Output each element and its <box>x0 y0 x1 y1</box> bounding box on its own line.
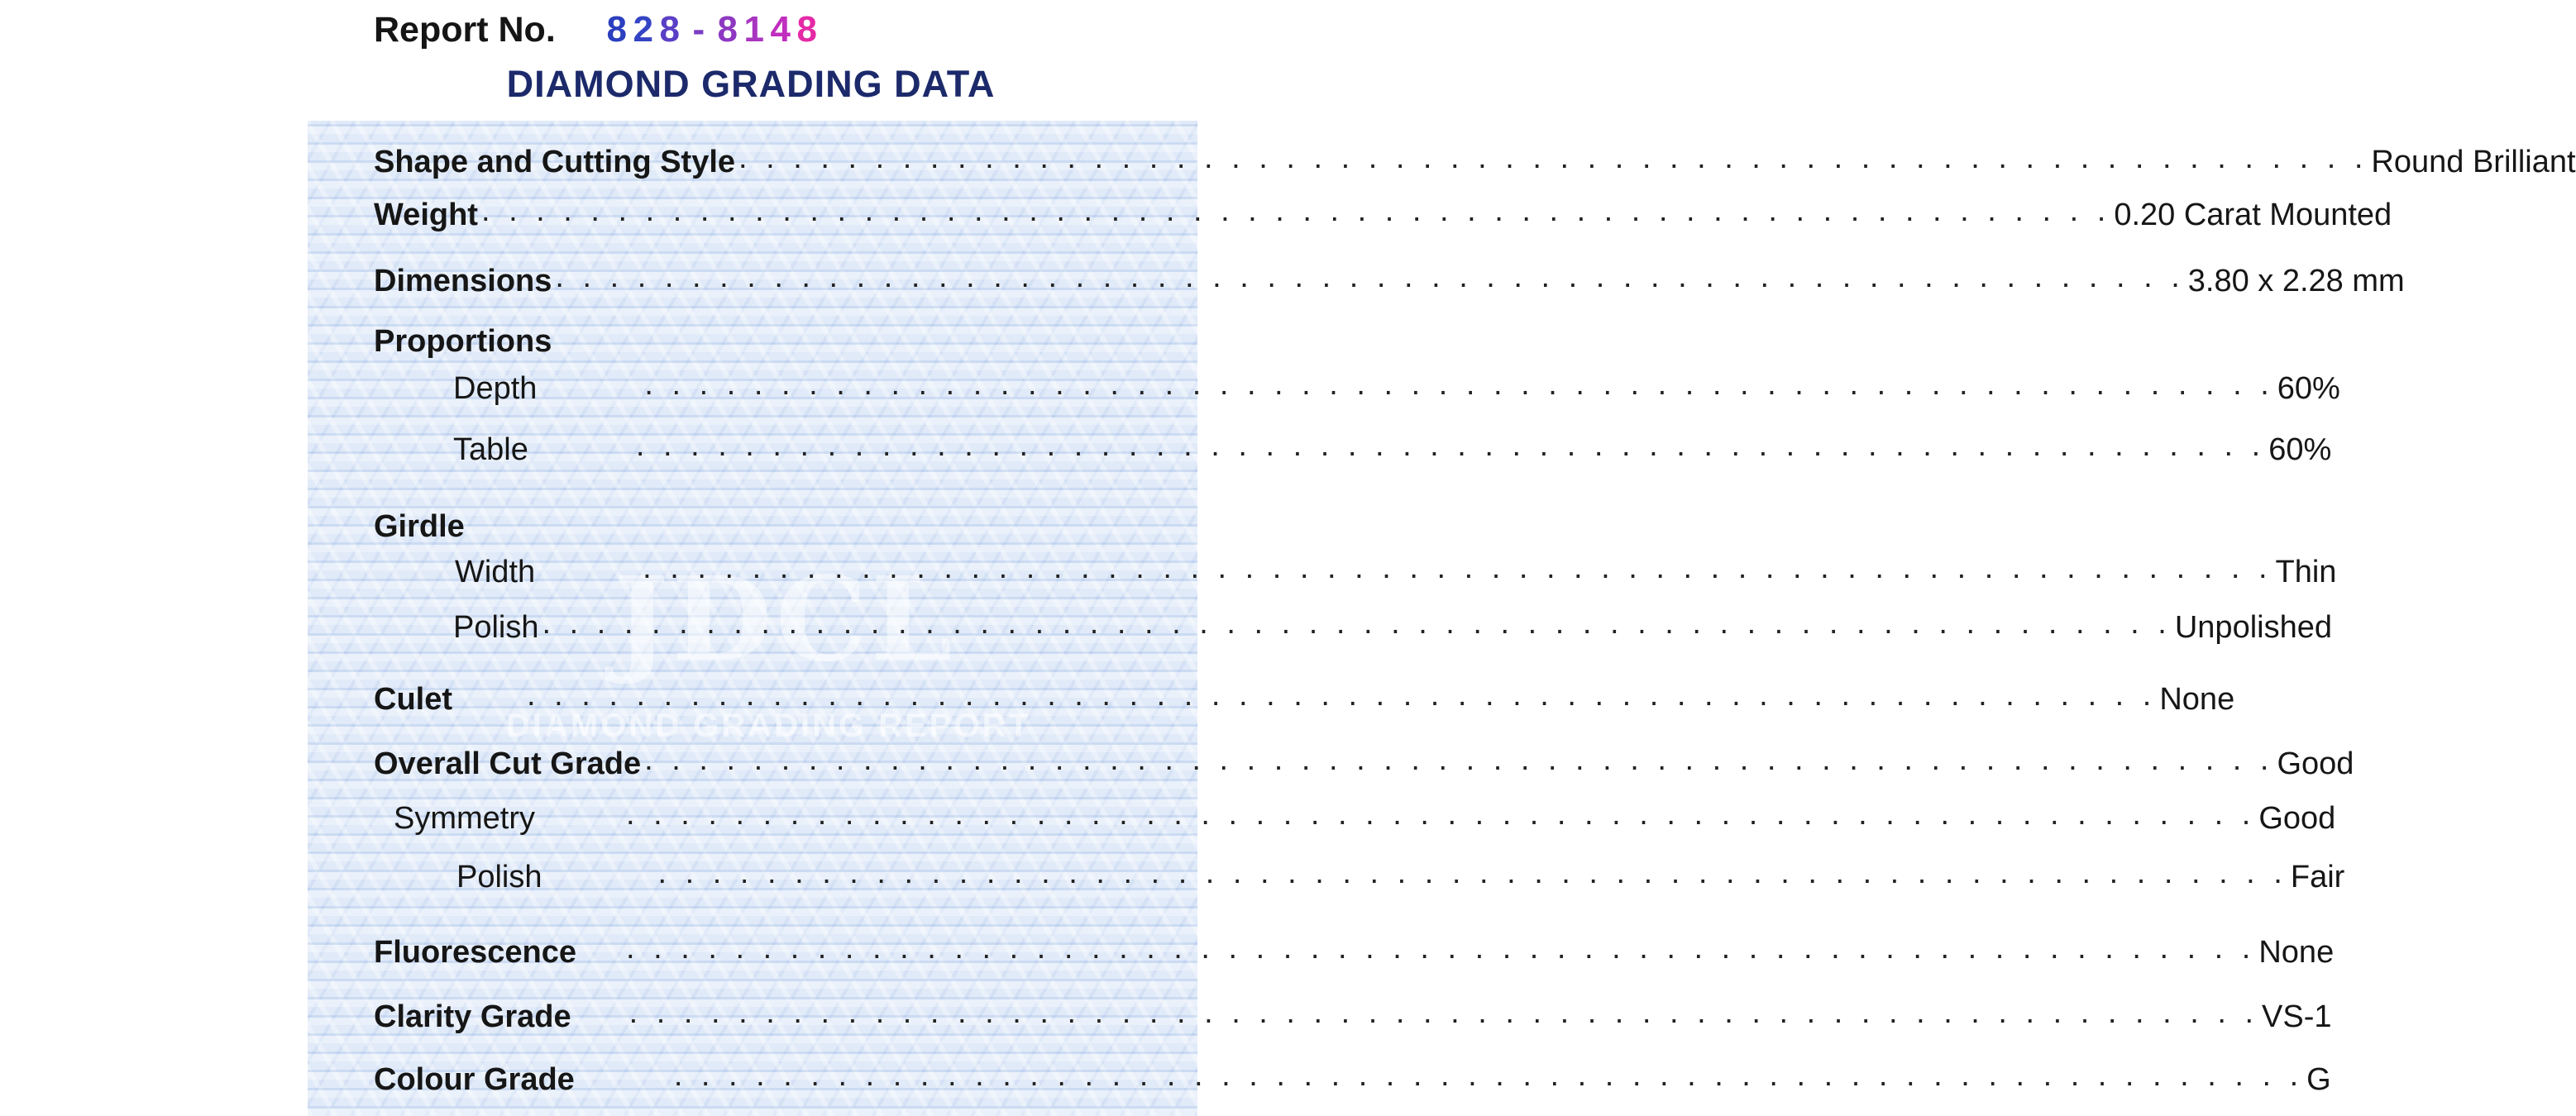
report-number-value <box>604 9 820 50</box>
report-digit-separator: - <box>692 9 705 50</box>
leader-dots: . . . . . . . . . . . . . . . . . . . . . . . . . . . . . . . . . . . . . . . . . . . . . . . . . . . . . . . . . . . . <box>480 193 2111 228</box>
row-value: Unpolished <box>2174 610 2332 645</box>
row-value: VS-1 <box>2262 999 2332 1034</box>
row-value: Good <box>2277 746 2354 781</box>
row-fluorescence <box>374 929 2335 971</box>
leader-dots: . . . . . . . . . . . . . . . . . . . . . . . . . . . . . . . . . . . . . . . . . . . . . . . . . . . . . . . . . . . . <box>527 678 2157 713</box>
row-colour-grade <box>374 1056 2331 1098</box>
row-overall-cut-grade <box>374 741 2354 782</box>
row-label: Overall Cut Grade <box>374 746 642 781</box>
leader-dots: . . . . . . . . . . . . . . . . . . . . . . . . . . . . . . . . . . . . . . . . . . . . . . . . . . . . . . . . . . . . <box>657 856 2287 890</box>
report-digit: 8 <box>659 9 681 50</box>
row-value: Thin <box>2275 555 2337 589</box>
leader-dots: . . . . . . . . . . . . . . . . . . . . . . . . . . . . . . . . . . . . . . . . . . . . . . . . . . . . . . . . . . . . <box>643 551 2273 585</box>
leader-dots: . . . . . . . . . . . . . . . . . . . . . . . . . . . . . . . . . . . . . . . . . . . . . . . . . . . . . . . . . . . . <box>626 931 2256 966</box>
leader-dots: . . . . . . . . . . . . . . . . . . . . . . . . . . . . . . . . . . . . . . . . . . . . . . . . . . . . . . . . . . . . <box>673 1058 2304 1093</box>
row-label: Symmetry <box>394 801 535 836</box>
row-label: Polish <box>456 860 542 894</box>
row-symmetry <box>394 795 2336 837</box>
section-title: DIAMOND GRADING DATA <box>506 63 996 105</box>
row-label: Polish <box>453 610 539 645</box>
row-label: Width <box>455 555 536 589</box>
row-label: Colour Grade <box>374 1062 575 1097</box>
row-label: Table <box>453 432 528 467</box>
row-label: Dimensions <box>374 264 552 298</box>
row-label: Fluorescence <box>374 935 576 970</box>
report-number-line <box>374 5 820 55</box>
watermark-logo: JDCL <box>614 552 956 688</box>
report-digit: 4 <box>770 9 791 50</box>
leader-dots: . . . . . . . . . . . . . . . . . . . . . . . . . . . . . . . . . . . . . . . . . . . . . . . . . . . . . . . . . . . . <box>635 428 2266 463</box>
row-table <box>453 427 2332 468</box>
watermark-subtitle: DIAMOND GRADING REPORT <box>506 708 1031 744</box>
row-value: None <box>2258 935 2335 970</box>
proportions-heading: Proportions <box>374 324 552 359</box>
report-digit: 8 <box>606 9 628 50</box>
report-digit: 8 <box>717 9 738 50</box>
row-weight <box>374 192 2392 233</box>
row-culet <box>374 676 2235 718</box>
report-number-label: Report No. <box>374 9 556 50</box>
leader-dots: . . . . . . . . . . . . . . . . . . . . . . . . . . . . . . . . . . . . . . . . . . . . . . . . . . . . . . . . . . . . <box>644 367 2274 402</box>
row-value: 0.20 Carat Mounted <box>2114 198 2392 232</box>
row-value: 60% <box>2277 371 2340 406</box>
row-girdle-width <box>455 549 2337 590</box>
row-value: Round Brilliant <box>2371 145 2576 179</box>
row-shape-cutting-style <box>374 139 2576 180</box>
row-label: Clarity Grade <box>374 999 571 1034</box>
girdle-heading: Girdle <box>374 509 465 544</box>
row-clarity-grade <box>374 994 2332 1035</box>
row-depth <box>453 365 2340 407</box>
row-value: Fair <box>2290 860 2345 894</box>
row-cut-polish <box>456 854 2345 895</box>
leader-dots: . . . . . . . . . . . . . . . . . . . . . . . . . . . . . . . . . . . . . . . . . . . . . . . . . . . . . . . . . . . . <box>626 797 2256 832</box>
report-digit: 2 <box>633 9 654 50</box>
leader-dots: . . . . . . . . . . . . . . . . . . . . . . . . . . . . . . . . . . . . . . . . . . . . . . . . . . . . . . . . . . . . <box>644 742 2274 777</box>
row-value: None <box>2159 682 2235 717</box>
row-label: Weight <box>374 198 478 232</box>
row-label: Shape and Cutting Style <box>374 145 736 179</box>
row-value: G <box>2306 1062 2331 1097</box>
report-digit: 1 <box>743 9 765 50</box>
leader-dots: . . . . . . . . . . . . . . . . . . . . . . . . . . . . . . . . . . . . . . . . . . . . . . . . . . . . . . . . . . . . <box>628 995 2259 1030</box>
row-girdle-polish <box>453 604 2332 646</box>
row-label: Culet <box>374 682 452 717</box>
row-value: 3.80 x 2.28 mm <box>2187 264 2405 298</box>
row-dimensions <box>374 258 2405 299</box>
leader-dots: . . . . . . . . . . . . . . . . . . . . . . . . . . . . . . . . . . . . . . . . . . . . . . . . . . . . . . . . . . . . <box>738 141 2368 175</box>
row-label: Depth <box>453 371 538 406</box>
report-digit: 8 <box>796 9 818 50</box>
row-value: 60% <box>2268 432 2332 467</box>
leader-dots: . . . . . . . . . . . . . . . . . . . . . . . . . . . . . . . . . . . . . . . . . . . . . . . . . . . . . . . . . . . . <box>555 260 2185 294</box>
leader-dots: . . . . . . . . . . . . . . . . . . . . . . . . . . . . . . . . . . . . . . . . . . . . . . . . . . . . . . . . . . . . <box>542 606 2172 641</box>
row-value: Good <box>2258 801 2336 836</box>
